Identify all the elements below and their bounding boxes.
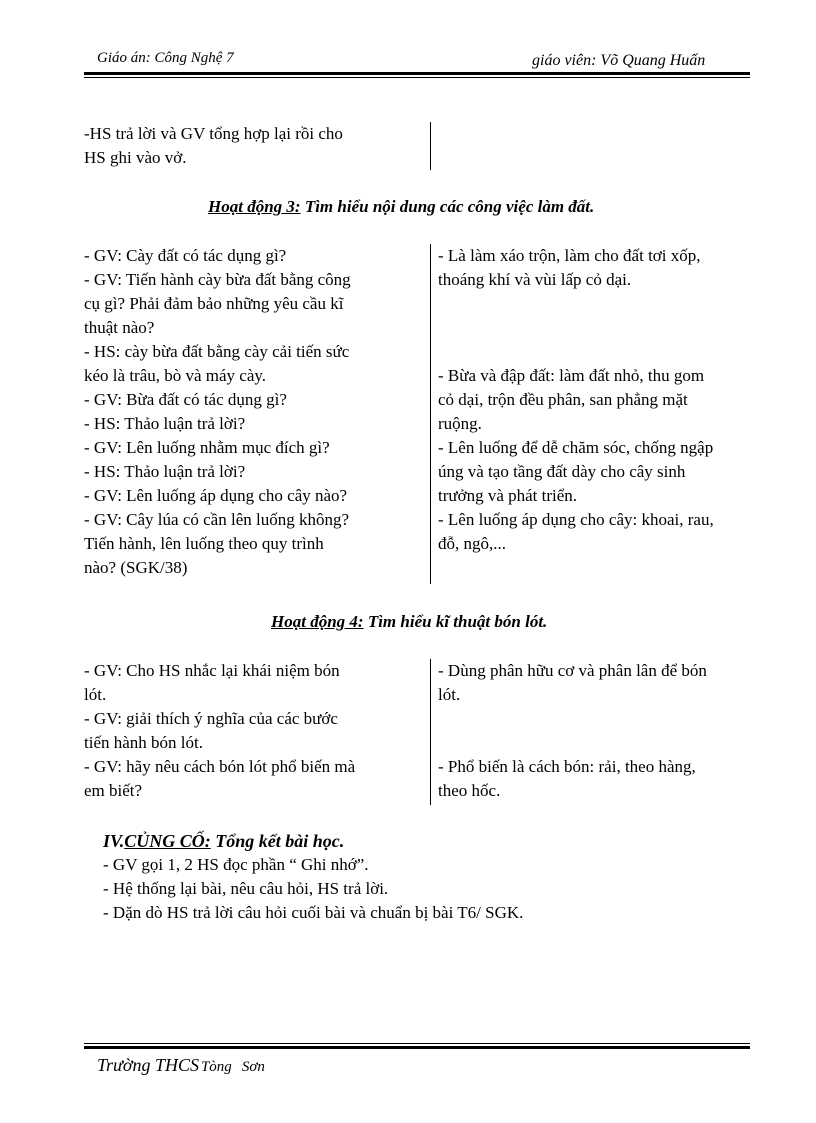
activity3-table <box>84 244 772 584</box>
activity4-heading <box>271 612 547 632</box>
header-rule-thin <box>84 77 750 78</box>
activity3-left-line: - GV: Tiến hành cày bừa đất bằng công <box>84 270 351 289</box>
activity4-left-line: - GV: giải thích ý nghĩa của các bước <box>84 709 338 728</box>
activity3-left-line: - GV: Lên luống áp dụng cho cây nào? <box>84 486 348 505</box>
consolidation-item: - Dặn dò HS trả lời câu hỏi cuối bài và chuẩn bị bài T6/ SGK. <box>103 903 524 922</box>
top-block-left <box>84 122 424 170</box>
activity4-right-line: - Phổ biến là cách bón: rải, theo hàng, <box>438 757 696 776</box>
activity4-table <box>84 659 772 805</box>
activity4-right-line <box>438 731 778 755</box>
activity4-right-line: theo hốc. <box>438 781 501 800</box>
activity4-left <box>84 659 424 803</box>
activity3-right-line: thoáng khí và vùi lấp cỏ dại. <box>438 270 632 289</box>
activity3-left-line: cụ gì? Phải đảm bảo những yêu cầu kĩ <box>84 294 344 313</box>
footer-name-2: Sơn <box>241 1059 265 1075</box>
top-block <box>84 122 772 172</box>
footer-rule-thin <box>84 1043 750 1044</box>
activity3-left-line: kéo là trâu, bò và máy cày. <box>84 366 267 385</box>
consolidation-title: Tổng kết bài học. <box>210 831 345 851</box>
activity3-right-line <box>438 292 778 316</box>
activity3-left-line: - GV: Cày đất có tác dụng gì? <box>84 246 287 265</box>
activity4-title: Tìm hiểu kĩ thuật bón lót. <box>363 612 548 631</box>
activity3-label: Hoạt động 3: <box>208 197 301 216</box>
consolidation-number: IV. <box>103 831 125 851</box>
activity4-left-line: tiến hành bón lót. <box>84 733 203 752</box>
footer-school-label: Trường THCS <box>97 1055 199 1075</box>
column-divider <box>430 122 431 170</box>
activity3-right-line: trưởng và phát triển. <box>438 486 578 505</box>
activity3-right-line: đỗ, ngô,... <box>438 534 506 553</box>
activity3-left-line: - HS: Thảo luận trả lời? <box>84 414 246 433</box>
activity3-right-line: - Lên luống áp dụng cho cây: khoai, rau, <box>438 510 714 529</box>
consolidation-label: CỦNG CỐ: <box>124 831 211 851</box>
activity3-left-line: thuật nào? <box>84 318 155 337</box>
consolidation-heading <box>103 829 523 853</box>
consolidation-item: - Hệ thống lại bài, nêu câu hỏi, HS trả lời. <box>103 879 389 898</box>
activity3-left-line: - GV: Cây lúa có cần lên luống không? <box>84 510 350 529</box>
activity3-heading <box>208 197 594 217</box>
activity3-right-line: - Bừa và đập đất: làm đất nhỏ, thu gom <box>438 366 705 385</box>
activity3-right <box>438 244 778 556</box>
activity3-right-line: ruộng. <box>438 414 482 433</box>
activity3-left <box>84 244 424 580</box>
activity3-left-line: - GV: Lên luống nhằm mục đích gì? <box>84 438 330 457</box>
activity4-left-line: - GV: hãy nêu cách bón lót phổ biến mà <box>84 757 356 776</box>
column-divider <box>430 659 431 805</box>
activity3-title: Tìm hiểu nội dung các công việc làm đất. <box>300 197 595 216</box>
activity4-left-line: - GV: Cho HS nhắc lại khái niệm bón <box>84 661 340 680</box>
activity3-left-line: nào? (SGK/38) <box>84 558 188 577</box>
footer-rule-thick <box>84 1046 750 1049</box>
activity3-right-line <box>438 340 778 364</box>
consolidation-section <box>103 829 523 925</box>
activity3-right-line: - Lên luống để dễ chăm sóc, chống ngập <box>438 438 714 457</box>
top-line: -HS trả lời và GV tổng hợp lại rồi cho <box>84 124 343 143</box>
column-divider <box>430 244 431 584</box>
activity3-right-line: cỏ dại, trộn đều phân, san phẳng mặt <box>438 390 688 409</box>
activity4-left-line: lót. <box>84 685 107 704</box>
activity3-right-line <box>438 316 778 340</box>
consolidation-item: - GV gọi 1, 2 HS đọc phần “ Ghi nhớ”. <box>103 855 369 874</box>
activity3-left-line: Tiến hành, lên luống theo quy trình <box>84 534 324 553</box>
activity4-right <box>438 659 778 803</box>
footer-name-1: Tòng <box>200 1059 232 1075</box>
activity4-right-line: lót. <box>438 685 461 704</box>
top-line: HS ghi vào vở. <box>84 148 187 167</box>
activity3-right-line: úng và tạo tầng đất dày cho cây sinh <box>438 462 686 481</box>
header-teacher: giáo viên: Võ Quang Huấn <box>532 52 706 69</box>
footer-school <box>97 1055 265 1076</box>
header-subject: Giáo án: Công Nghệ 7 <box>97 50 234 66</box>
activity3-right-line: - Là làm xáo trộn, làm cho đất tơi xốp, <box>438 246 701 265</box>
activity3-left-line: - HS: Thảo luận trả lời? <box>84 462 246 481</box>
activity4-right-line: - Dùng phân hữu cơ và phân lân để bón <box>438 661 707 680</box>
activity3-left-line: - GV: Bừa đất có tác dụng gì? <box>84 390 287 409</box>
header-rule-thick <box>84 72 750 75</box>
activity3-left-line: - HS: cày bừa đất bằng cày cải tiến sức <box>84 342 350 361</box>
activity4-label: Hoạt động 4: <box>271 612 364 631</box>
activity4-right-line <box>438 707 778 731</box>
activity4-left-line: em biết? <box>84 781 143 800</box>
